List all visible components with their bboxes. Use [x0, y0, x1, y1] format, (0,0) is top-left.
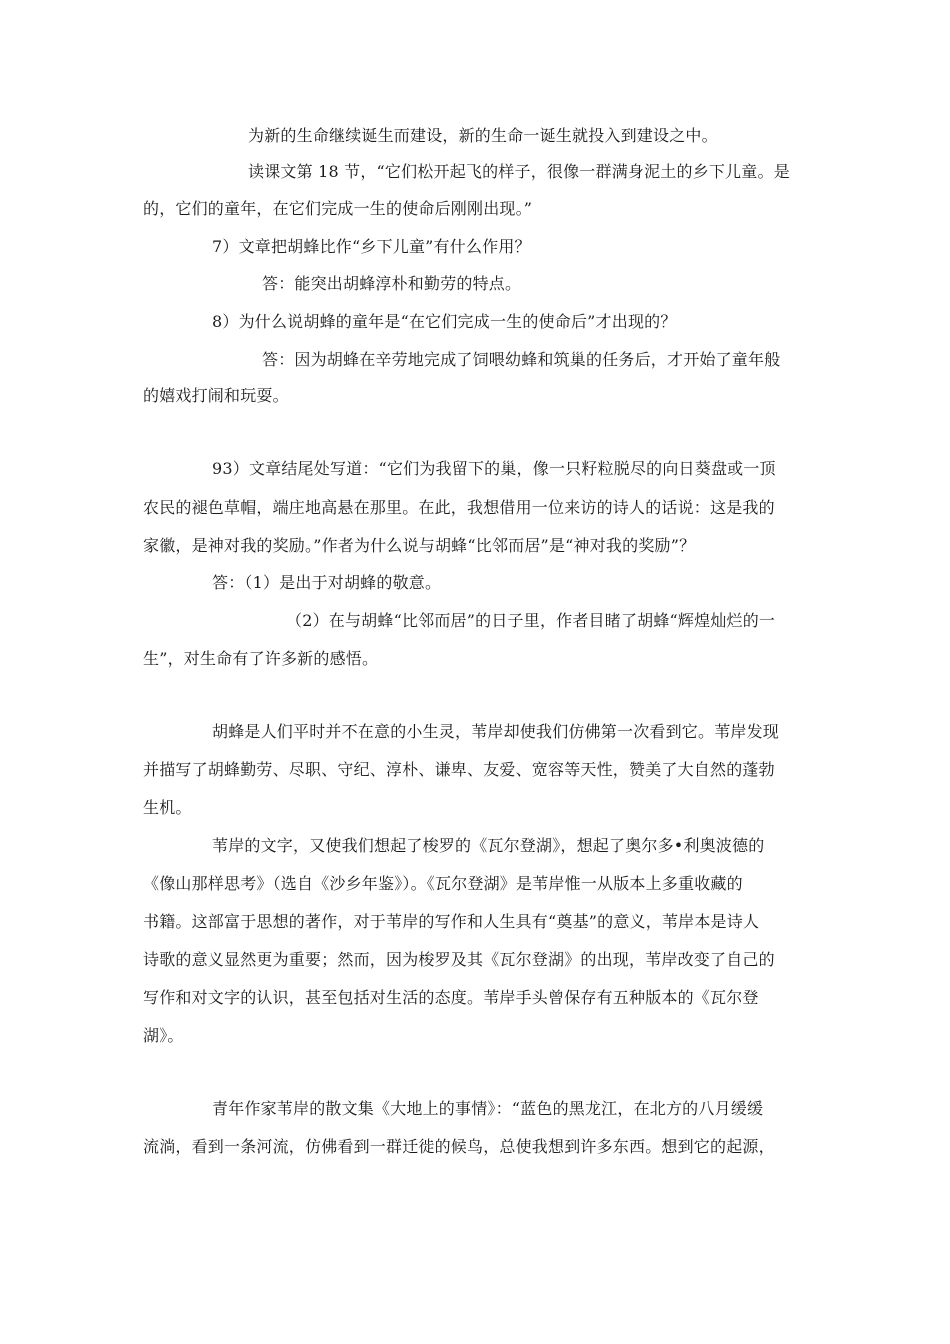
paragraph-line: 诗歌的意义显然更为重要；然而，因为梭罗及其《瓦尔登湖》的出现，苇岸改变了自己的	[143, 950, 775, 969]
question-line: 7）文章把胡蜂比作“乡下儿童”有什么作用？	[212, 237, 531, 256]
answer-line: 答：（1）是出于对胡蜂的敬意。	[212, 573, 442, 592]
paragraph-line: 生机。	[143, 798, 192, 817]
text-line: 为新的生命继续诞生而建设，新的生命一诞生就投入到建设之中。	[248, 126, 718, 145]
text-line: 读课文第 18 节，“它们松开起飞的样子，很像一群满身泥土的乡下儿童。是	[248, 162, 790, 181]
paragraph-line: 书籍。这部富于思想的著作，对于苇岸的写作和人生具有“奠基”的意义，苇岸本是诗人	[143, 912, 760, 931]
paragraph-line: 青年作家苇岸的散文集《大地上的事情》：“蓝色的黑龙江，在北方的八月缓缓	[212, 1099, 764, 1118]
question-line: 93）文章结尾处写道：“它们为我留下的巢，像一只籽粒脱尽的向日葵盘或一顶	[212, 459, 776, 478]
paragraph-line: 《像山那样思考》（选自《沙乡年鉴》）。《瓦尔登湖》是苇岸惟一从版本上多重收藏的	[143, 874, 743, 893]
paragraph-line: 胡蜂是人们平时并不在意的小生灵，苇岸却使我们仿佛第一次看到它。苇岸发现	[212, 722, 780, 741]
paragraph-line: 写作和对文字的认识，甚至包括对生活的态度。苇岸手头曾保存有五种版本的《瓦尔登	[143, 988, 759, 1007]
text-line: 农民的褪色草帽，端庄地高悬在那里。在此，我想借用一位来访的诗人的话说：这是我的	[143, 498, 775, 517]
answer-line: 答：因为胡蜂在辛劳地完成了饲喂幼蜂和筑巢的任务后，才开始了童年般	[262, 350, 781, 369]
text-line: 的嬉戏打闹和玩耍。	[143, 386, 289, 405]
paragraph-line: 并描写了胡蜂勤劳、尽职、守纪、淳朴、谦卑、友爱、宽容等天性，赞美了大自然的蓬勃	[143, 760, 775, 779]
question-line: 8）为什么说胡蜂的童年是“在它们完成一生的使命后”才出现的？	[212, 312, 677, 331]
text-line: 的，它们的童年，在它们完成一生的使命后刚刚出现。”	[143, 199, 533, 218]
text-line: 家徽，是神对我的奖励。”作者为什么说与胡蜂“比邻而居”是“神对我的奖励”？	[143, 536, 696, 555]
answer-line: （2）在与胡蜂“比邻而居”的日子里，作者目睹了胡蜂“辉煌灿烂的一	[286, 611, 776, 630]
answer-line: 答：能突出胡蜂淳朴和勤劳的特点。	[262, 274, 522, 293]
text-line: 生”，对生命有了许多新的感悟。	[143, 649, 379, 668]
paragraph-line: 湖》。	[143, 1026, 184, 1045]
paragraph-line: 苇岸的文字，又使我们想起了梭罗的《瓦尔登湖》，想起了奥尔多•利奥波德的	[212, 836, 765, 855]
paragraph-line: 流淌，看到一条河流，仿佛看到一群迁徙的候鸟，总使我想到许多东西。想到它的起源，	[143, 1137, 775, 1156]
